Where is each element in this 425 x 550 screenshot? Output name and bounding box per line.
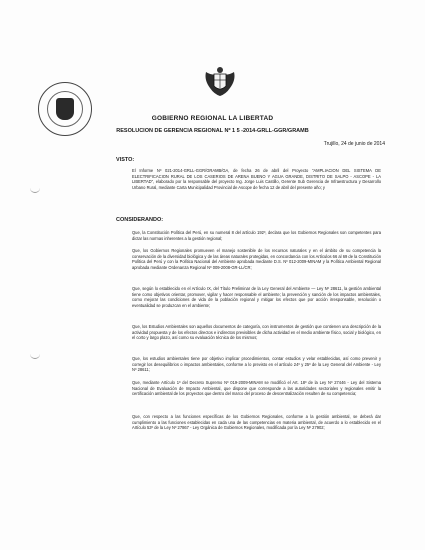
considerando-paragraph bbox=[116, 286, 381, 308]
coat-of-arms-icon bbox=[200, 62, 240, 100]
considerando-paragraph bbox=[116, 324, 381, 341]
resolution-number: RESOLUCION DE GERENCIA REGIONAL Nº 1 5 -2014-GRLL-GGR/GRAMB bbox=[116, 128, 309, 134]
paragraph-text: Que, con respecto a las funciones específicas de los Gobiernos Regionales, conforme a la gestión ambiental, se deberá dar cumplimiento a las funciones establecidas en cada una de las competencias en materia ambiental, de acuerdo a lo establecido en el Artículo 53º de la Ley Nº 27867 - Ley Orgánica de Gobiernos Regionales, modificada por la Ley Nº 27902; bbox=[132, 414, 381, 431]
considerando-paragraph bbox=[116, 248, 381, 270]
paragraph-text: Que, los Gobiernos Regionales promueven el manejo sostenible de los recursos naturales y en el ámbito de su competencia la conservación de la diversidad biológica y de las áreas naturales protegidas, en concordancia con los Artículos 66 al 69 de la Constitución Política del Perú y con la Política Nacional del Ambiente aprobada mediante D.S. Nº 012-2009-MINAM y la Política Ambiental Regional aprobada mediante Ordenanza Regional Nº 009-2008-GR-LL/CR; bbox=[132, 248, 381, 270]
paragraph-text: Que, los estudios ambientales tiene por objetivo implicar procedimientos, contar estudios y velar establecidas, así como prevenir y corregir los desequilibrios o impactos ambientales, conforme a lo previsto en el artículo 24º y 25º de la Ley General del Ambiente - Ley Nº 28611; bbox=[132, 356, 381, 373]
document-date: Trujillo, 24 de junio de 2014 bbox=[323, 141, 385, 147]
considerando-paragraph bbox=[116, 414, 381, 431]
visto-paragraph bbox=[116, 168, 381, 190]
paragraph-text: Que, los Estudios Ambientales son aquellos documentos de categoría, con instrumentos de gestión que contienen una descripción de la actividad propuesta y de los efectos directos e indirectos previsibles de dicha actividad en el medio ambiente físico, social y biológico, en el corto y largo plazo, así como su evaluación técnica de los mismos; bbox=[132, 324, 381, 341]
visto-heading: VISTO: bbox=[116, 157, 135, 163]
punch-hole-mark bbox=[30, 352, 40, 359]
punch-hole-mark bbox=[30, 186, 40, 193]
considerando-paragraph bbox=[116, 380, 381, 397]
institution-title: GOBIERNO REGIONAL LA LIBERTAD bbox=[151, 115, 274, 122]
visto-text: El Informe Nº 021-2014-GRLL-GGR/GRAMB/GA, de fecha 26 de abril del Proyecto "AMPLIACION DEL SISTEMA DE ELECTRIFICACION RURAL DE LOS CASERIOS DE ARENA BUENO Y AGUA GRANDE, DISTRITO DE SALPO - ASCOPE - LA LIBERTAD", elaborado por la responsable del proyecto Ing. Jorge Luis Castillo, Gerente Sub Gerencia de Infraestructura y Desarrollo Urbano Rural, mediante Carta Municipalidad Provincial de Ascope de fecha 12 de abril del presente año; y bbox=[132, 168, 381, 190]
paragraph-text: Que, según lo establecido en el Artículo IX, del Título Preliminar de la Ley General del Ambiente — Ley Nº 28611, la gestión ambiental tiene como objetivos orientar, promover, vigilar y hacer responsable el ambiente; la prevención y sanción de los impactos ambientales, como mejorar las condiciones de vida de la población regional y mitigar los efectos que por acción irresponsable, resolución o eventualidad se produzcan en el ambiente; bbox=[132, 286, 381, 308]
paragraph-text: Que, la Constitución Política del Perú, en su numeral 8 del artículo 192º, declara que los Gobiernos Regionales son competentes para dictar las normas inherentes a la gestión regional; bbox=[132, 230, 381, 241]
considerando-heading: CONSIDERANDO: bbox=[116, 217, 164, 223]
paragraph-text: Que, mediante Artículo 1º del Decreto Supremo Nº 019-2009-MINAM se modificó el Art. 18º de la Ley Nº 27446 - Ley del Sistema Nacional de Evaluación de Impacto Ambiental, que dispone que corresponde a las autoridades sectoriales y regionales emitir la certificación ambiental de los proyectos que dentro del marco del proceso de descentralización resulten de su competencia; bbox=[132, 380, 381, 397]
considerando-paragraph bbox=[116, 230, 381, 241]
considerando-paragraph bbox=[116, 356, 381, 373]
